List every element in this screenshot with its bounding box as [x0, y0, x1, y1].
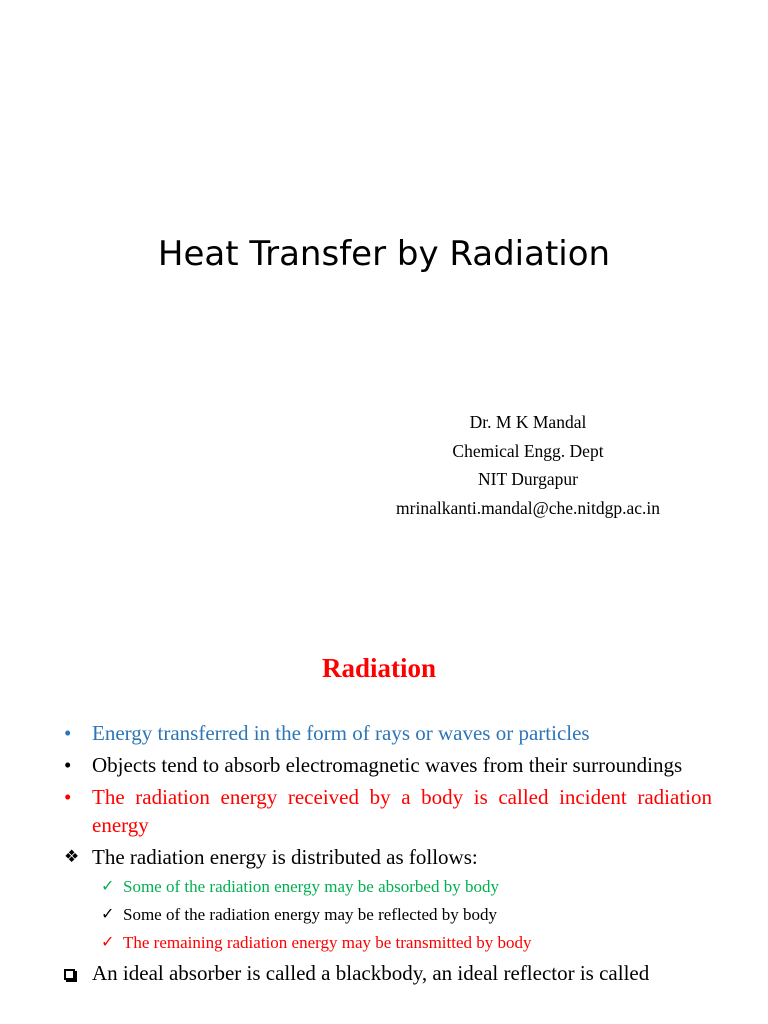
- slide-radiation: [0, 576, 768, 1024]
- slide-title-heading: Heat Transfer by Radiation: [157, 234, 611, 274]
- bullet-dot-icon: •: [64, 753, 72, 777]
- author-name: Dr. M K Mandal: [469, 412, 587, 432]
- checkmark-icon: ✓: [101, 934, 115, 951]
- square-bullet-icon: [64, 959, 88, 987]
- sub-bullet-text: Some of the radiation energy may be absorbed by body: [123, 877, 499, 896]
- bullet-item: [64, 959, 712, 987]
- author-institute: NIT Durgapur: [478, 469, 578, 489]
- bullet-item: [64, 719, 712, 747]
- bullet-text: The radiation energy received by a body is called incident radiation energy: [92, 785, 712, 837]
- diamond-bullet-icon: ❖: [64, 847, 80, 866]
- bullet-text: An ideal absorber is called a blackbody, an ideal reflector is called: [92, 961, 650, 985]
- bullet-item: [64, 783, 712, 839]
- bullet-text: The radiation energy is distributed as follows:: [92, 845, 478, 869]
- sub-bullet-text: Some of the radiation energy may be reflected by body: [123, 905, 498, 924]
- checkmark-icon: ✓: [101, 878, 115, 895]
- sub-bullet-item: [64, 931, 712, 955]
- author-email: mrinalkanti.mandal@che.nitdgp.ac.in: [396, 497, 660, 518]
- bullet-list: [64, 719, 712, 991]
- author-department: Chemical Engg. Dept: [452, 440, 604, 461]
- bullet-text: Objects tend to absorb electromagnetic waves from their surroundings: [92, 753, 683, 777]
- sub-bullet-item: [64, 875, 712, 899]
- bullet-text: Energy transferred in the form of rays or waves or particles: [92, 721, 590, 745]
- bullet-item: [64, 843, 712, 871]
- bullet-item: [64, 751, 712, 779]
- checkmark-icon: ✓: [101, 906, 115, 923]
- radiation-heading: Radiation: [321, 653, 437, 683]
- sub-bullet-text: The remaining radiation energy may be transmitted by body: [123, 933, 532, 952]
- sub-bullet-item: [64, 903, 712, 927]
- bullet-dot-icon: •: [64, 785, 72, 809]
- author-block: [340, 408, 716, 522]
- bullet-dot-icon: •: [64, 721, 72, 745]
